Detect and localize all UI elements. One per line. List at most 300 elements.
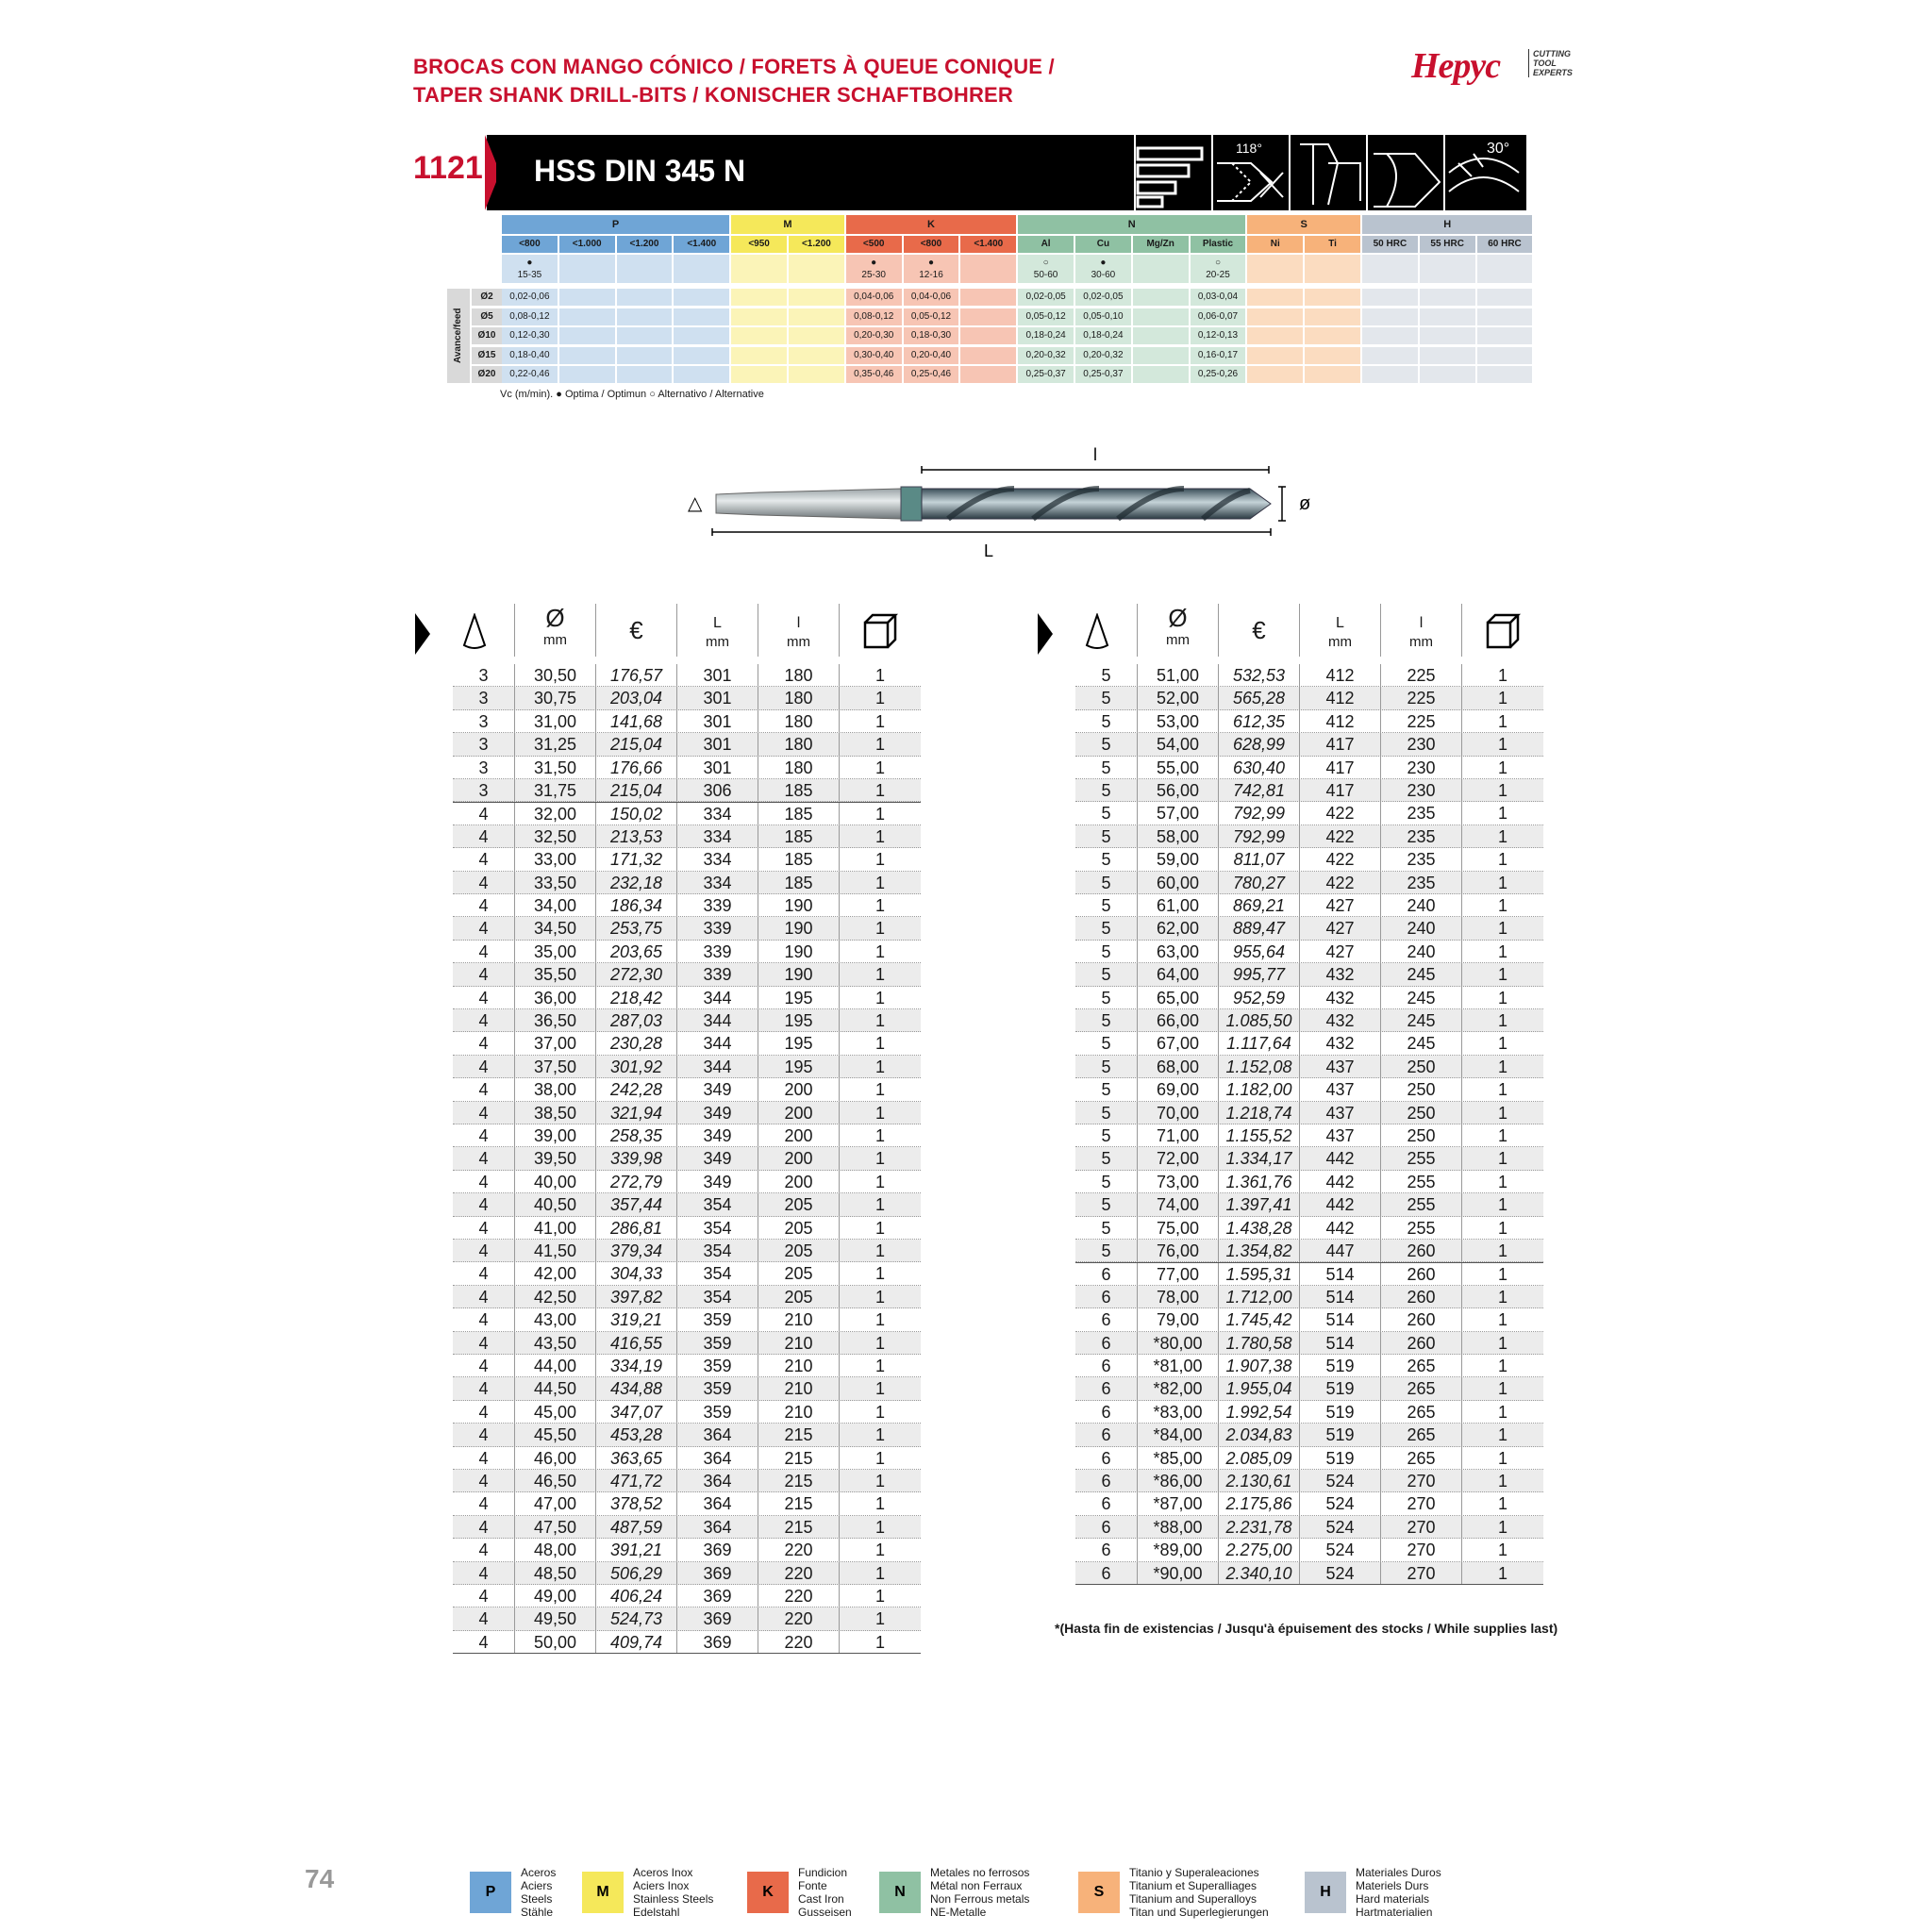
cell-flute-length: 190 xyxy=(758,917,840,939)
vc-legend: Vc (m/min). ● Optima / Optimun ○ Alternativo / Alternative xyxy=(500,389,764,400)
drill-drawing xyxy=(675,441,1316,564)
cell-total-length: 417 xyxy=(1300,733,1381,755)
cell-price: 1.595,31 xyxy=(1219,1263,1300,1284)
cell-diameter: 39,00 xyxy=(515,1124,596,1146)
cell-cone: 3 xyxy=(453,733,515,755)
table-row xyxy=(1075,1562,1543,1585)
cell-diameter: 31,25 xyxy=(515,733,596,755)
feed-cell: 0,12-0,30 xyxy=(502,327,559,344)
table-row xyxy=(453,1401,921,1424)
cell-diameter: 47,00 xyxy=(515,1492,596,1514)
l-dimension-label: l xyxy=(1093,445,1097,464)
cell-price: 792,99 xyxy=(1219,825,1300,847)
cell-cone: 5 xyxy=(1075,848,1138,870)
feed-diameter: Ø20 xyxy=(472,366,502,383)
cell-total-length: 354 xyxy=(677,1286,758,1307)
feed-cell xyxy=(1305,327,1362,344)
cell-diameter: 55,00 xyxy=(1138,757,1219,778)
cell-cone: 5 xyxy=(1075,710,1138,732)
cell-pack: 1 xyxy=(874,988,885,1008)
cell-pack: 1 xyxy=(874,805,885,824)
cell-total-length: 339 xyxy=(677,941,758,962)
feed-cell xyxy=(789,366,846,383)
feed-cell: 0,30-0,40 xyxy=(846,347,904,364)
cell-flute-length: 250 xyxy=(1381,1078,1462,1100)
material-subgroup: <1.400 xyxy=(674,236,731,253)
product-banner xyxy=(413,135,1526,210)
cell-price: 453,28 xyxy=(596,1424,677,1445)
cell-cone: 4 xyxy=(453,963,515,985)
table-row xyxy=(1075,779,1543,802)
product-code: 1121 xyxy=(413,150,483,186)
cell-cone: 4 xyxy=(453,1562,515,1584)
cell-flute-length: 220 xyxy=(758,1585,840,1607)
cell-total-length: 344 xyxy=(677,1056,758,1077)
cell-diameter: 45,50 xyxy=(515,1424,596,1445)
shank-length-icon xyxy=(1134,135,1211,210)
cell-total-length: 354 xyxy=(677,1240,758,1261)
cell-flute-length: 180 xyxy=(758,757,840,778)
feed-cell: 0,12-0,13 xyxy=(1191,327,1248,344)
cell-pack: 1 xyxy=(874,1195,885,1215)
cell-flute-length: 260 xyxy=(1381,1332,1462,1354)
cell-diameter: 77,00 xyxy=(1138,1263,1219,1284)
cell-cone: 6 xyxy=(1075,1562,1138,1584)
cell-price: 780,27 xyxy=(1219,872,1300,893)
material-line: Fonte xyxy=(798,1879,827,1892)
feed-diameter: Ø2 xyxy=(472,289,502,306)
cell-price: 203,04 xyxy=(596,687,677,708)
cell-pack: 1 xyxy=(874,1172,885,1191)
material-subgroup: <950 xyxy=(731,236,789,253)
cell-cone: 6 xyxy=(1075,1355,1138,1376)
cell-total-length: 369 xyxy=(677,1631,758,1653)
feed-cell xyxy=(960,308,1018,325)
cell-flute-length: 245 xyxy=(1381,1009,1462,1031)
table-row xyxy=(1075,1032,1543,1055)
cell-flute-length: 230 xyxy=(1381,757,1462,778)
cell-total-length: 442 xyxy=(1300,1171,1381,1192)
cell-flute-length: 250 xyxy=(1381,1102,1462,1124)
cell-pack: 1 xyxy=(874,1264,885,1284)
header-price-symbol: € xyxy=(629,616,643,644)
cell-diameter: 62,00 xyxy=(1138,917,1219,939)
cell-price: 1.152,08 xyxy=(1219,1056,1300,1077)
cell-cone: 5 xyxy=(1075,941,1138,962)
header-diameter-symbol: Ø xyxy=(1168,604,1188,632)
feed-cell xyxy=(1477,366,1535,383)
table-row xyxy=(1075,733,1543,756)
cell-cone: 5 xyxy=(1075,1032,1138,1054)
cell-flute-length: 265 xyxy=(1381,1377,1462,1399)
material-line: Titanium et Superalliages xyxy=(1129,1879,1257,1892)
cell-cone: 4 xyxy=(453,1217,515,1239)
cell-cone: 4 xyxy=(453,1308,515,1330)
feed-cell xyxy=(731,366,789,383)
helix-angle-icon xyxy=(1443,135,1521,210)
feed-cell xyxy=(674,366,731,383)
cell-total-length: 422 xyxy=(1300,872,1381,893)
cell-pack: 1 xyxy=(1497,689,1507,708)
cell-flute-length: 270 xyxy=(1381,1539,1462,1560)
cell-pack: 1 xyxy=(874,850,885,870)
package-icon xyxy=(1462,604,1543,657)
cell-pack: 1 xyxy=(1497,1494,1507,1514)
cell-cone: 5 xyxy=(1075,1078,1138,1100)
cell-flute-length: 220 xyxy=(758,1631,840,1653)
cell-cone: 4 xyxy=(453,1078,515,1100)
feed-cell xyxy=(1305,308,1362,325)
cell-price: 792,99 xyxy=(1219,802,1300,824)
cell-diameter: 43,00 xyxy=(515,1308,596,1330)
material-line: Stähle xyxy=(521,1906,554,1919)
cell-diameter: 40,00 xyxy=(515,1171,596,1192)
cell-total-length: 354 xyxy=(677,1262,758,1284)
cell-cone: 3 xyxy=(453,779,515,801)
material-line: Titanium and Superalloys xyxy=(1129,1892,1257,1906)
chevron-icon xyxy=(1038,613,1053,655)
cell-total-length: 369 xyxy=(677,1562,758,1584)
cell-price: 391,21 xyxy=(596,1539,677,1560)
cell-pack: 1 xyxy=(1497,1265,1507,1285)
cell-pack: 1 xyxy=(874,1494,885,1514)
cell-pack: 1 xyxy=(1497,1241,1507,1260)
cell-flute-length: 220 xyxy=(758,1607,840,1629)
header-total-length-symbol: L xyxy=(713,615,722,631)
cell-pack: 1 xyxy=(874,666,885,685)
feed-cell xyxy=(960,289,1018,306)
table-row xyxy=(1075,1539,1543,1561)
cell-flute-length: 200 xyxy=(758,1124,840,1146)
feed-cell: 0,02-0,06 xyxy=(502,289,559,306)
feed-cell xyxy=(1305,347,1362,364)
cell-pack: 1 xyxy=(874,689,885,708)
feed-cell: 0,25-0,26 xyxy=(1191,366,1248,383)
feed-cell xyxy=(617,289,675,306)
cell-diameter: 66,00 xyxy=(1138,1009,1219,1031)
table-row xyxy=(1075,1262,1543,1285)
cell-diameter: *88,00 xyxy=(1138,1516,1219,1538)
header-flute-length xyxy=(758,604,840,657)
cell-price: 319,21 xyxy=(596,1308,677,1330)
cell-flute-length: 190 xyxy=(758,941,840,962)
cell-cone: 4 xyxy=(453,1147,515,1169)
cell-diameter: 39,50 xyxy=(515,1147,596,1169)
cell-total-length: 349 xyxy=(677,1171,758,1192)
cell-diameter: 69,00 xyxy=(1138,1078,1219,1100)
cell-diameter: 49,00 xyxy=(515,1585,596,1607)
cell-price: 434,88 xyxy=(596,1377,677,1399)
cell-price: 304,33 xyxy=(596,1262,677,1284)
table-row xyxy=(1075,917,1543,940)
product-name: HSS DIN 345 N xyxy=(534,154,746,188)
flute-icon xyxy=(1366,135,1443,210)
cell-price: 272,79 xyxy=(596,1171,677,1192)
feed-cell xyxy=(1477,327,1535,344)
cell-pack: 1 xyxy=(1497,781,1507,800)
cell-cone: 4 xyxy=(453,1124,515,1146)
cell-cone: 6 xyxy=(1075,1401,1138,1423)
feed-cell xyxy=(1247,347,1305,364)
cell-pack: 1 xyxy=(1497,1517,1507,1537)
cell-total-length: 514 xyxy=(1300,1332,1381,1354)
material-subgroup: <1.200 xyxy=(789,236,846,253)
cell-price: 378,52 xyxy=(596,1492,677,1514)
cell-pack: 1 xyxy=(1497,1126,1507,1145)
cell-price: 811,07 xyxy=(1219,848,1300,870)
cell-flute-length: 205 xyxy=(758,1240,840,1261)
cell-total-length: 524 xyxy=(1300,1539,1381,1560)
feed-cell xyxy=(674,327,731,344)
table-row xyxy=(1075,687,1543,709)
cell-diameter: 42,50 xyxy=(515,1286,596,1307)
cell-pack: 1 xyxy=(1497,941,1507,961)
feed-cell xyxy=(1362,308,1420,325)
cell-pack: 1 xyxy=(874,1632,885,1652)
cell-total-length: 364 xyxy=(677,1492,758,1514)
feed-diameter: Ø15 xyxy=(472,347,502,364)
feed-cell: 0,02-0,05 xyxy=(1018,289,1075,306)
cell-flute-length: 200 xyxy=(758,1078,840,1100)
vc-value: 20-25 xyxy=(1206,270,1230,280)
vc-mark: ○ xyxy=(1042,258,1049,268)
cell-diameter: 36,50 xyxy=(515,1009,596,1031)
material-subgroup: <1.400 xyxy=(960,236,1018,253)
cell-price: 215,04 xyxy=(596,733,677,755)
cell-price: 1.955,04 xyxy=(1219,1377,1300,1399)
cell-price: 363,65 xyxy=(596,1447,677,1469)
cell-cone: 4 xyxy=(453,1424,515,1445)
cell-flute-length: 230 xyxy=(1381,733,1462,755)
cell-total-length: 334 xyxy=(677,872,758,893)
cell-pack: 1 xyxy=(874,1310,885,1330)
cell-total-length: 417 xyxy=(1300,757,1381,778)
cell-cone: 3 xyxy=(453,664,515,686)
material-line: Titan und Superlegierungen xyxy=(1129,1906,1269,1919)
cell-flute-length: 185 xyxy=(758,825,840,847)
table-row xyxy=(1075,1424,1543,1446)
vc-cell xyxy=(846,255,904,283)
cell-price: 487,59 xyxy=(596,1516,677,1538)
cell-total-length: 354 xyxy=(677,1193,758,1215)
feed-cell xyxy=(1247,308,1305,325)
cell-cone: 4 xyxy=(453,1585,515,1607)
table-row xyxy=(1075,1401,1543,1424)
cell-cone: 4 xyxy=(453,1401,515,1423)
cell-flute-length: 235 xyxy=(1381,848,1462,870)
table-row xyxy=(453,1562,921,1585)
cell-total-length: 334 xyxy=(677,803,758,824)
cell-diameter: 34,00 xyxy=(515,894,596,916)
cell-diameter: 30,75 xyxy=(515,687,596,708)
cell-flute-length: 185 xyxy=(758,803,840,824)
cell-pack: 1 xyxy=(1497,1379,1507,1399)
table-row xyxy=(453,779,921,802)
feed-cell xyxy=(1247,366,1305,383)
cell-price: 2.275,00 xyxy=(1219,1539,1300,1560)
cell-flute-length: 200 xyxy=(758,1102,840,1124)
vc-value: 12-16 xyxy=(919,270,943,280)
feed-cell xyxy=(1362,327,1420,344)
cell-price: 186,34 xyxy=(596,894,677,916)
cell-price: 524,73 xyxy=(596,1607,677,1629)
cell-cone: 5 xyxy=(1075,1009,1138,1031)
table-row xyxy=(453,1124,921,1147)
cell-total-length: 334 xyxy=(677,848,758,870)
feed-cell xyxy=(617,366,675,383)
cell-cone: 5 xyxy=(1075,757,1138,778)
cell-price: 242,28 xyxy=(596,1078,677,1100)
vc-cell xyxy=(960,255,1018,283)
cone-icon xyxy=(1057,604,1138,657)
cell-pack: 1 xyxy=(874,826,885,846)
cell-flute-length: 210 xyxy=(758,1401,840,1423)
table-row xyxy=(453,1056,921,1078)
cell-pack: 1 xyxy=(874,941,885,961)
cell-pack: 1 xyxy=(1497,735,1507,755)
cell-cone: 6 xyxy=(1075,1332,1138,1354)
cell-cone: 4 xyxy=(453,848,515,870)
cell-cone: 6 xyxy=(1075,1308,1138,1330)
material-group-P: P xyxy=(502,215,731,234)
feed-cell xyxy=(1247,327,1305,344)
cell-pack: 1 xyxy=(1497,919,1507,939)
vc-mark: ● xyxy=(526,258,533,268)
cell-price: 1.397,41 xyxy=(1219,1193,1300,1215)
cell-diameter: 48,00 xyxy=(515,1539,596,1560)
cell-diameter: 31,00 xyxy=(515,710,596,732)
material-line: Métal non Ferraux xyxy=(930,1879,1023,1892)
cell-pack: 1 xyxy=(1497,1172,1507,1191)
material-line: Titanio y Superaleaciones xyxy=(1129,1866,1259,1879)
cell-total-length: 364 xyxy=(677,1470,758,1491)
table-row xyxy=(453,1286,921,1308)
vc-cell xyxy=(502,255,559,283)
feed-cell xyxy=(1305,289,1362,306)
cell-cone: 4 xyxy=(453,1516,515,1538)
cell-total-length: 519 xyxy=(1300,1355,1381,1376)
vc-cell xyxy=(1247,255,1305,283)
header-flute-length-symbol: l xyxy=(1419,615,1424,631)
cell-total-length: 432 xyxy=(1300,963,1381,985)
cell-total-length: 412 xyxy=(1300,710,1381,732)
cell-diameter: *81,00 xyxy=(1138,1355,1219,1376)
table-row xyxy=(1075,1056,1543,1078)
header-diameter-symbol: Ø xyxy=(545,604,565,632)
cell-pack: 1 xyxy=(1497,1011,1507,1030)
material-description-N xyxy=(930,1866,1029,1919)
cell-pack: 1 xyxy=(1497,1149,1507,1169)
cell-diameter: 67,00 xyxy=(1138,1032,1219,1054)
table-row xyxy=(1075,1217,1543,1240)
cell-flute-length: 185 xyxy=(758,872,840,893)
cell-total-length: 364 xyxy=(677,1424,758,1445)
material-line: Cast Iron xyxy=(798,1892,844,1906)
feed-cell xyxy=(1477,289,1535,306)
feed-cell xyxy=(559,308,617,325)
feed-cell: 0,05-0,10 xyxy=(1075,308,1133,325)
cell-flute-length: 230 xyxy=(1381,779,1462,801)
cell-diameter: 46,50 xyxy=(515,1470,596,1491)
cell-cone: 4 xyxy=(453,803,515,824)
cell-price: 612,35 xyxy=(1219,710,1300,732)
brand-tag-3: EXPERTS xyxy=(1533,68,1573,77)
cell-flute-length: 240 xyxy=(1381,894,1462,916)
cell-pack: 1 xyxy=(1497,758,1507,777)
cell-flute-length: 260 xyxy=(1381,1263,1462,1284)
cell-diameter: 41,50 xyxy=(515,1240,596,1261)
cell-price: 286,81 xyxy=(596,1217,677,1239)
cell-total-length: 514 xyxy=(1300,1286,1381,1307)
table-row xyxy=(453,1171,921,1193)
cell-flute-length: 240 xyxy=(1381,917,1462,939)
cell-cone: 5 xyxy=(1075,894,1138,916)
cell-pack: 1 xyxy=(1497,965,1507,985)
material-subgroup: 60 HRC xyxy=(1477,236,1535,253)
table-row xyxy=(1075,1009,1543,1032)
cell-cone: 4 xyxy=(453,1262,515,1284)
cell-flute-length: 255 xyxy=(1381,1147,1462,1169)
cell-price: 2.340,10 xyxy=(1219,1562,1300,1584)
feed-cell: 0,35-0,46 xyxy=(846,366,904,383)
feed-cell: 0,18-0,24 xyxy=(1018,327,1075,344)
material-badge-H: H xyxy=(1305,1872,1346,1913)
header-total-length-unit: mm xyxy=(706,634,729,650)
cell-pack: 1 xyxy=(874,1057,885,1076)
cell-price: 1.712,00 xyxy=(1219,1286,1300,1307)
table-row xyxy=(453,1377,921,1400)
cell-total-length: 437 xyxy=(1300,1078,1381,1100)
cell-cone: 6 xyxy=(1075,1470,1138,1491)
cell-flute-length: 205 xyxy=(758,1193,840,1215)
header-price xyxy=(596,604,677,657)
material-line: Aceros xyxy=(521,1866,557,1879)
cell-diameter: 40,50 xyxy=(515,1193,596,1215)
cell-flute-length: 205 xyxy=(758,1262,840,1284)
cell-price: 565,28 xyxy=(1219,687,1300,708)
cell-diameter: 38,00 xyxy=(515,1078,596,1100)
cell-pack: 1 xyxy=(874,1218,885,1238)
vc-cell xyxy=(731,255,789,283)
table-row xyxy=(1075,1193,1543,1216)
header-flute-length-symbol: l xyxy=(796,615,801,631)
cell-flute-length: 245 xyxy=(1381,987,1462,1008)
cell-diameter: 70,00 xyxy=(1138,1102,1219,1124)
feed-cell xyxy=(731,289,789,306)
header-price xyxy=(1219,604,1300,657)
brand-tag-2: TOOL xyxy=(1533,58,1557,68)
cell-price: 218,42 xyxy=(596,987,677,1008)
cell-price: 379,34 xyxy=(596,1240,677,1261)
cell-diameter: 37,50 xyxy=(515,1056,596,1077)
cell-flute-length: 190 xyxy=(758,894,840,916)
feed-cell: 0,04-0,06 xyxy=(846,289,904,306)
table-row xyxy=(453,802,921,824)
cell-diameter: *86,00 xyxy=(1138,1470,1219,1491)
cell-cone: 5 xyxy=(1075,1240,1138,1261)
cell-pack: 1 xyxy=(1497,1425,1507,1445)
feed-cell: 0,02-0,05 xyxy=(1075,289,1133,306)
cell-price: 1.780,58 xyxy=(1219,1332,1300,1354)
cell-cone: 3 xyxy=(453,710,515,732)
vc-cell xyxy=(1477,255,1535,283)
header-total-length-symbol: L xyxy=(1336,615,1344,631)
cell-price: 1.354,82 xyxy=(1219,1240,1300,1261)
cell-cone: 4 xyxy=(453,1171,515,1192)
cell-flute-length: 215 xyxy=(758,1470,840,1491)
table-row xyxy=(453,1193,921,1216)
cell-cone: 6 xyxy=(1075,1492,1138,1514)
